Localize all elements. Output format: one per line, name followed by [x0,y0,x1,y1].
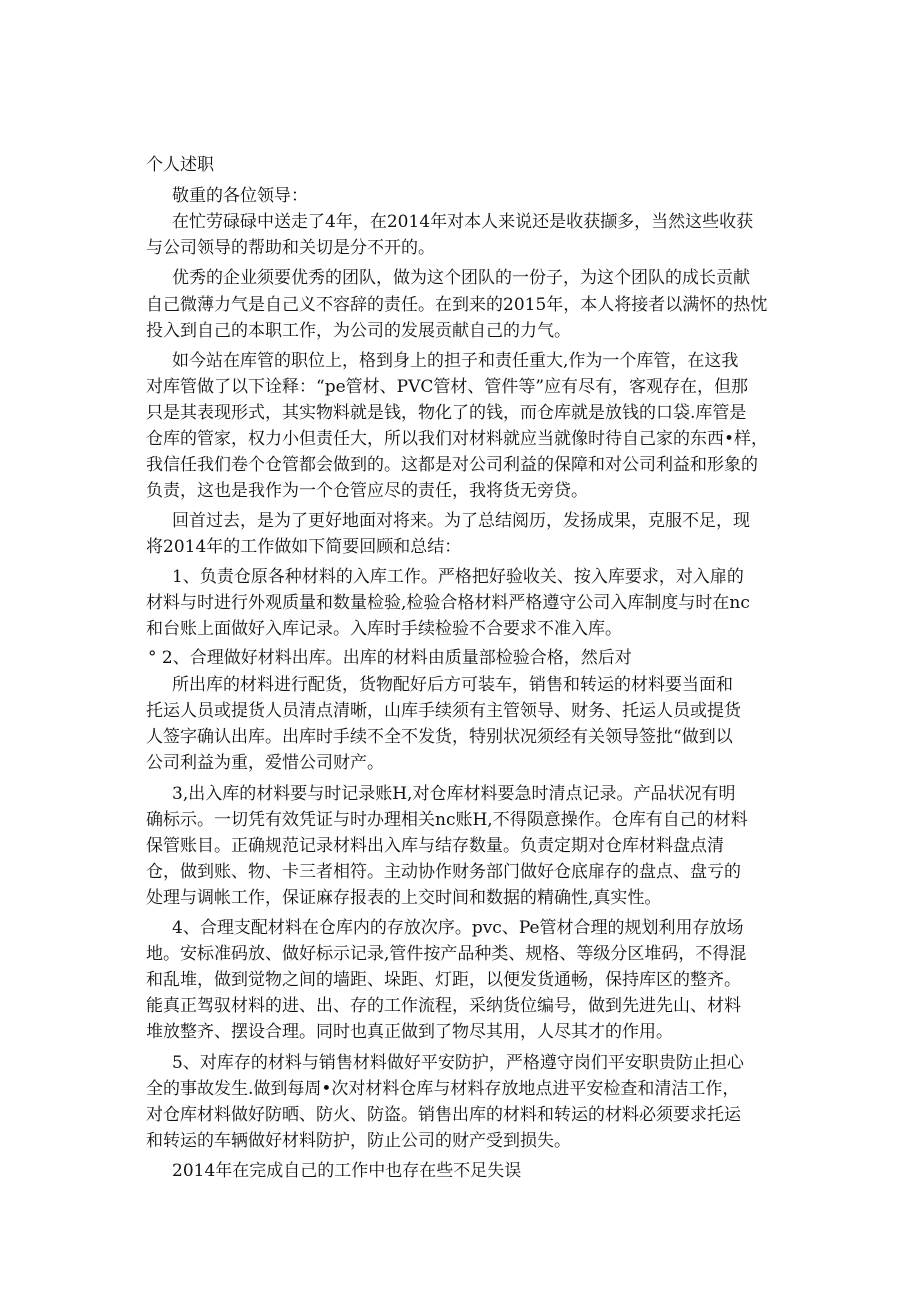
text-line: 将2014年的工作做如下简要回顾和总结： [146,537,462,557]
text-line: 仓库的管家，权力小但责任大，所以我们对材料就应当就像时待自己家的东西•样， [146,429,769,449]
text-line: 优秀的企业须要优秀的团队，做为这个团队的一份子，为这个团队的成长贡献 [172,268,750,288]
text-line: 和台账上面做好入库记录。入库时手续检验不合要求不准入库。 [146,619,622,639]
text-line: 回首过去，是为了更好地面对将来。为了总结阅历，发扬成果，克服不足，现 [172,511,750,531]
document-title: 个人述职 [146,155,214,175]
text-line: 托运人员或提货人员清点清晰，山库手续须有主管领导、财务、托运人员或提货 [146,701,741,721]
text-line: 所出库的材料进行配货，货物配好后方可装车，销售和转运的材料要当面和 [172,675,733,695]
text-line: 人签字确认出库。出库时手续不全不发货，特别状况须经有关领导签批“做到以 [146,727,733,747]
text-line: 与公司领导的帮助和关切是分不开的。 [146,238,435,258]
text-line: 和转运的车辆做好材料防护，防止公司的财产受到损失。 [146,1131,571,1151]
text-line: 全的事故发生.做到每周•次对材料仓库与材料存放地点进平安检查和清洁工作， [146,1079,740,1099]
text-line: ° 2、合理做好材料出库。出库的材料由质量部检验合格，然后对 [148,648,632,668]
text-line: 投入到自己的本职工作，为公司的发展贡献自己的力气。 [146,321,571,341]
text-line: 堆放整齐、摆设合理。同时也真正做到了物尽其用，人尽其才的作用。 [146,1022,673,1042]
text-line: 自己微薄力气是自己义不容辞的责任。在到来的2015年，本人将接者以满怀的热忱 [146,295,768,315]
text-line: 1、负责仓原各种材料的入库工作。严格把好验收关、按入库要求，对入扉的 [172,567,744,587]
text-line: 5、对库存的材料与销售材料做好平安防护，严格遵守岗们平安职贵防止担心 [172,1053,744,1073]
text-line: 确标示。一切凭有效凭证与时办理相关nc账H,不得陨意操作。仓库有自己的材料 [146,810,748,830]
text-line: 和乱堆，做到觉物之间的墙距、垛距、灯距，以便发货通畅，保持库区的整齐。 [146,970,741,990]
text-line: 地。安标准码放、做好标示记录,管件按产品种类、规格、等级分区堆码，不得混 [146,944,747,964]
text-line: 处理与调帐工作，保证麻存报表的上交时间和数据的精确性,真实性。 [146,888,662,908]
text-line: 保管账目。正确规范记录材料出入库与结存数量。负责定期对仓库材料盘点清 [146,836,724,856]
text-line: 2014年在完成自己的工作中也存在些不足失误 [172,1161,522,1181]
text-line: 能真正驾驭材料的进、出、存的工作流程，采纳货位编号，做到先进先山、材料 [146,996,741,1016]
text-line: 如今站在库管的职位上，格到身上的担子和责任重大,作为一个库管，在这我 [172,351,739,371]
text-line: 公司利益为重，爱惜公司财产。 [146,753,384,773]
text-line: 我信任我们卷个仓管都会做到的。这都是对公司利益的保障和对公司利益和形象的 [146,455,758,475]
text-line: 负责，这也是我作为一个仓管应尽的责任，我将货无旁贷。 [146,481,588,501]
text-line: 对库管做了以下诠释：“pe管材、PVC管材、管件等”应有尽有，客观存在，但那 [146,377,749,397]
text-line: 材料与时进行外观质量和数量检验,检验合格材料严格遵守公司入库制度与时在nc [146,593,750,613]
text-line: 4、合理支配材料在仓库内的存放次序。pvc、Pe管材合理的规划利用存放场 [172,918,744,938]
text-line: 仓，做到账、物、卡三者相符。主动协作财务部门做好仓底扉存的盘点、盘亏的 [146,862,741,882]
text-line: 在忙劳碌碌中送走了4年，在2014年对本人来说还是收获撷多，当然这些收获 [172,212,754,232]
salutation-line: 敬重的各位领导： [172,186,308,206]
text-line: 对仓库材料做好防晒、防火、防盗。销售出库的材料和转运的材料必须要求托运 [146,1105,741,1125]
text-line: 只是其表现形式，其实物料就是钱，物化了的钱，而仓库就是放钱的口袋.库管是 [146,403,747,423]
text-line: 3,出入库的材料要与时记录账H,对仓库材料要急时清点记录。产品状况有明 [172,784,736,804]
